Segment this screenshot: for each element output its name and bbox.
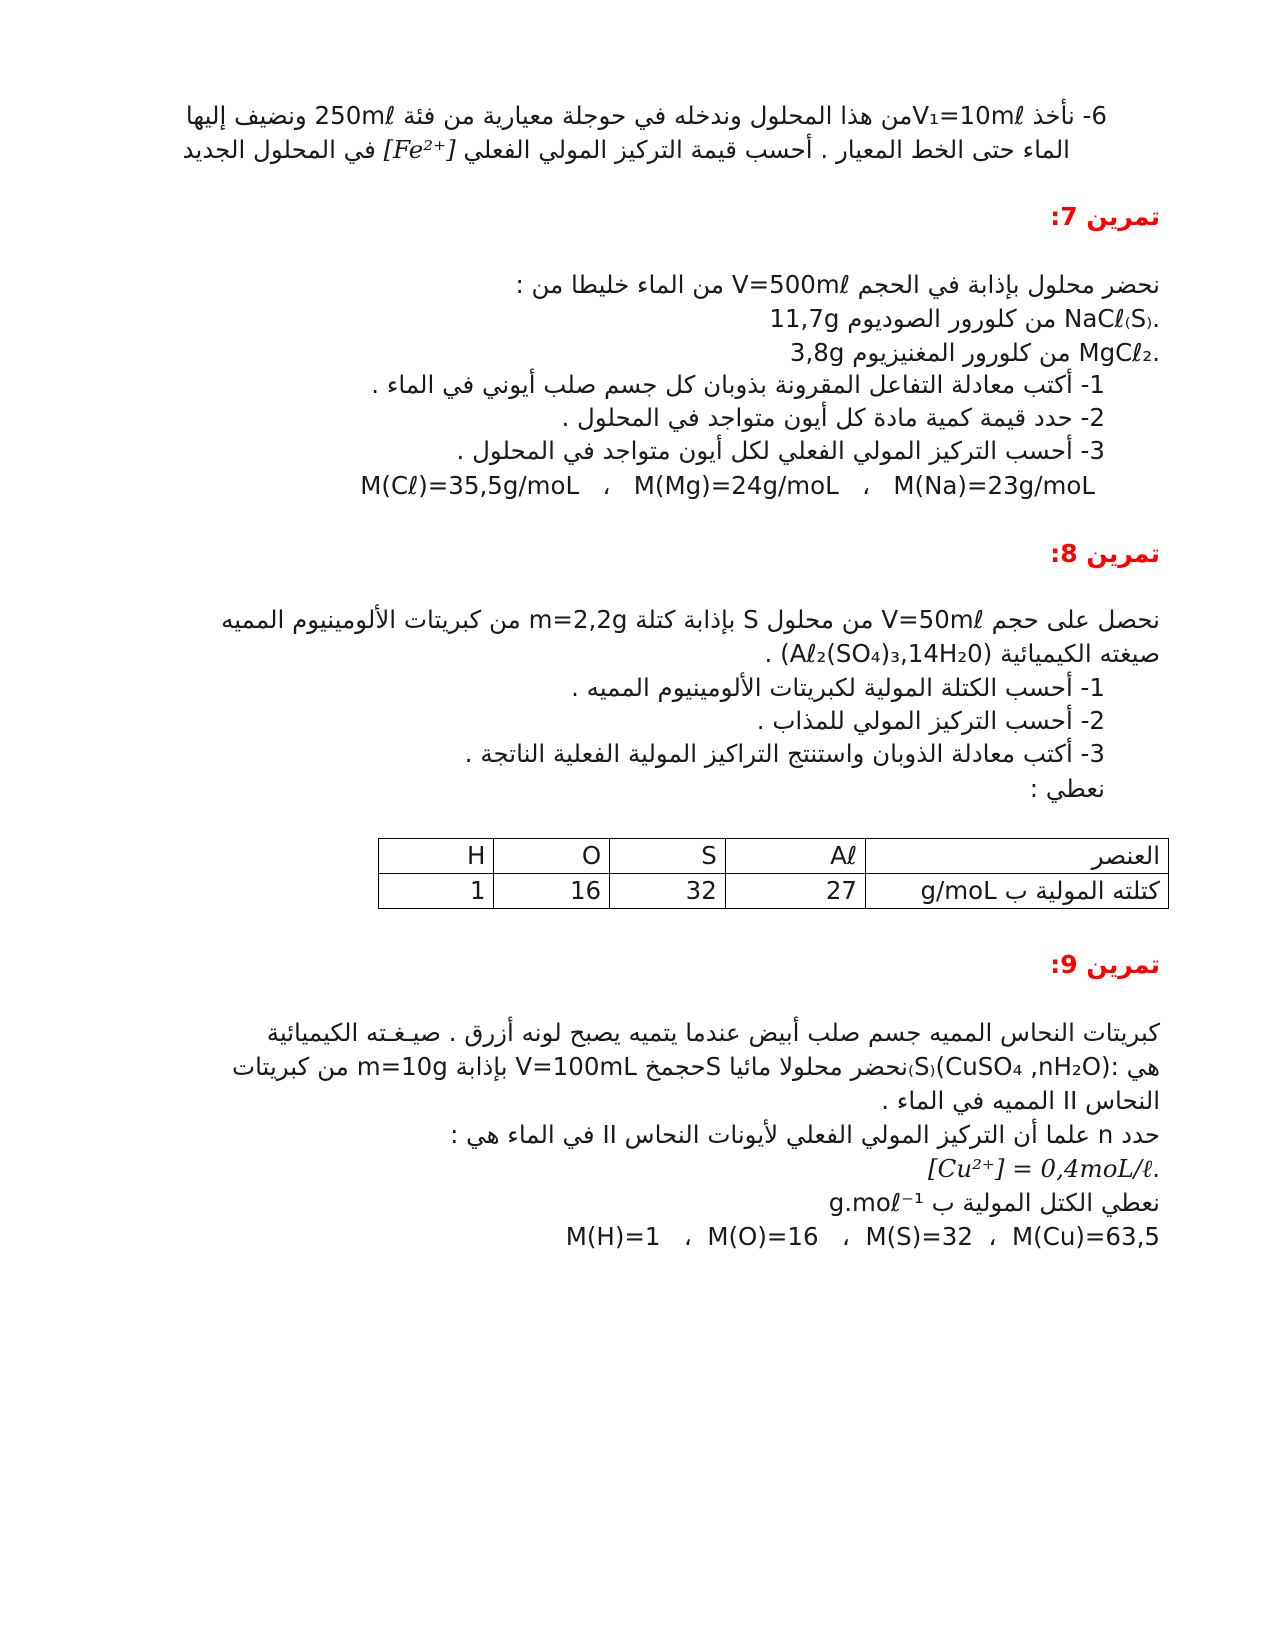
ex7-question-1: 1- أكتب معادلة التفاعل المقرونة بذوبان كل جسم صلب أيوني في الماء . — [371, 370, 1105, 399]
ex9-line-4: حدد n علما أن التركيز المولي الفعلي لأيونات النحاس II في الماء هي : — [450, 1120, 1160, 1149]
cu-ion-concentration: [Cu²⁺] = 0,4moL/ℓ — [928, 1154, 1153, 1183]
molar-mass-table — [378, 838, 1169, 909]
ex9-molar-masses: M(H)=1 ، M(O)=16 ، M(S)=32 ، M(Cu)=63,5 — [565, 1222, 1160, 1251]
ex7-item-nacl: 11,7g من كلورور الصوديوم NaCℓ₍S₎. — [769, 304, 1160, 333]
ex7-molar-masses: M(Cℓ)=35,5g/moL ، M(Mg)=24g/moL ، M(Na)=23g/moL — [360, 471, 1095, 500]
ex8-intro-1: نحصل على حجم V=50mℓ من محلول S بإذابة كتلة m=2,2g من كبريتات الألومينيوم المميه — [221, 605, 1160, 634]
exercise-8-title: تمرين 8: — [1050, 539, 1160, 568]
ex7-question-3: 3- أحسب التركيز المولي الفعلي لكل أيون متواجد في المحلول . — [456, 436, 1105, 465]
ex9-line-2: هي :(CuSO₄ ,nH₂O)₍S₎نحضر محلولا مائيا Sحجمخ V=100mL بإذابة m=10g من كبريتات — [232, 1052, 1160, 1081]
ex7-intro: نحضر محلول بإذابة في الحجم V=500mℓ من الماء خليطا من : — [515, 270, 1160, 299]
ex8-question-3: 3- أكتب معادلة الذوبان واستنتج التراكيز المولية الفعلية الناتجة . — [464, 739, 1105, 768]
ex6-line-2 — [183, 133, 1070, 167]
ex9-line-6: نعطي الكتل المولية ب g.moℓ⁻¹ — [828, 1188, 1160, 1217]
ex8-question-2: 2- أحسب التركيز المولي للمذاب . — [756, 706, 1105, 735]
ex9-line-3: النحاس II المميه في الماء . — [881, 1086, 1160, 1115]
ex8-given: نعطي : — [1029, 774, 1105, 803]
table-cell: 1 — [379, 874, 494, 909]
table-row — [379, 874, 1169, 909]
ex6-line-1: 6- نأخذ V₁=10mℓمن هذا المحلول وندخله في حوجلة معيارية من فئة 250mℓ ونضيف إليها — [185, 101, 1107, 130]
ex8-intro-2: صيغته الكيميائية (Aℓ₂(SO₄)₃,14H₂0) . — [764, 639, 1160, 668]
table-cell: S — [610, 839, 726, 874]
exercise-9-title: تمرين 9: — [1050, 950, 1160, 979]
ex8-question-1: 1- أحسب الكتلة المولية لكبريتات الألومينيوم المميه . — [571, 673, 1105, 702]
ex7-question-2: 2- حدد قيمة كمية مادة كل أيون متواجد في المحلول . — [561, 403, 1105, 432]
table-row — [379, 839, 1169, 874]
fe-ion-concentration: [Fe²⁺] — [383, 135, 456, 164]
ex9-line-5: [Cu²⁺] = 0,4moL/ℓ. — [928, 1154, 1160, 1183]
exercise-7-title: تمرين 7: — [1050, 202, 1160, 231]
table-cell: 32 — [610, 874, 726, 909]
ex6-line-2-text: الماء حتى الخط المعيار . أحسب قيمة التركيز المولي الفعلي — [463, 135, 1070, 164]
table-row-label: كتلته المولية ب g/moL — [866, 874, 1169, 909]
table-cell: 16 — [494, 874, 610, 909]
table-cell: 27 — [725, 874, 865, 909]
ex6-line-2-end: في المحلول الجديد — [182, 135, 376, 164]
table-cell: H — [379, 839, 494, 874]
table-header-label: العنصر — [866, 839, 1169, 874]
table-cell: O — [494, 839, 610, 874]
ex9-line-1: كبريتات النحاس المميه جسم صلب أبيض عندما يتميه يصبح لونه أزرق . صيـغـته الكيميائية — [266, 1018, 1160, 1047]
ex7-item-mgcl2: 3,8g من كلورور المغنيزيوم MgCℓ₂. — [789, 338, 1160, 367]
table-cell: Aℓ — [725, 839, 865, 874]
